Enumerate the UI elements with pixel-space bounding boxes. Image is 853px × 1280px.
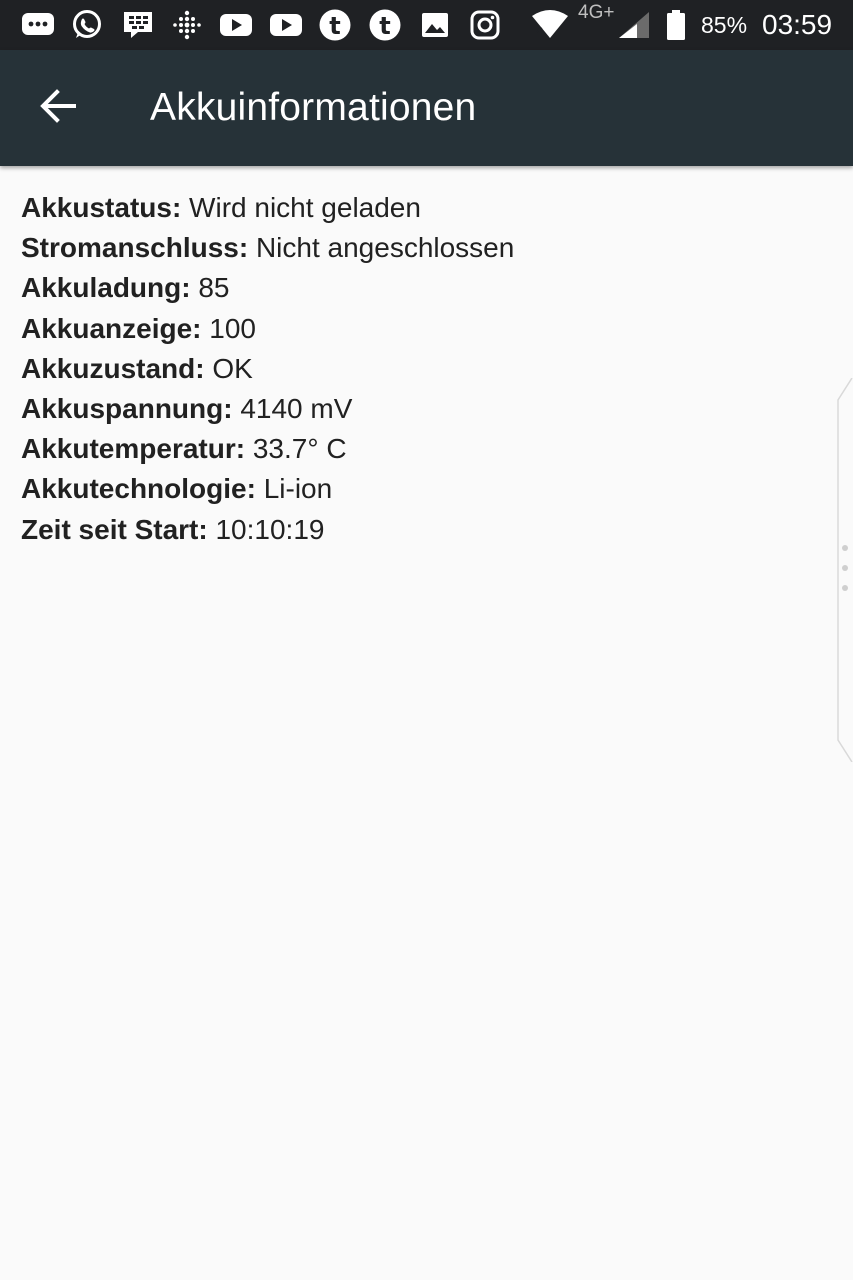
sms-icon — [21, 9, 55, 41]
info-label: Akkustatus: — [21, 192, 182, 223]
clock: 03:59 — [762, 9, 833, 40]
tumblr-icon-2 — [368, 9, 402, 41]
info-row-uptime — [21, 510, 821, 550]
info-row-battery-voltage — [21, 389, 821, 429]
info-row-battery-technology — [21, 469, 821, 509]
wifi-icon — [530, 9, 570, 41]
edge-panel-handle[interactable] — [835, 378, 853, 762]
info-label: Akkuspannung: — [21, 392, 233, 424]
info-value: Nicht angeschlossen — [255, 232, 515, 264]
bbm-icon — [121, 9, 155, 41]
svg-text:t: t — [329, 12, 341, 40]
battery-icon — [664, 9, 688, 41]
info-value: 33.7° C — [252, 433, 347, 465]
info-label: Akkutemperatur: — [21, 433, 246, 465]
info-row-power-source — [21, 228, 821, 268]
battery-percent: 85% — [701, 11, 748, 38]
info-value: 4140 mV — [240, 392, 353, 424]
page-title: Akkuinformationen — [150, 86, 477, 129]
info-label: Stromanschluss: — [21, 232, 249, 264]
app-bar — [0, 50, 853, 166]
network-type-label: 4G+ — [578, 2, 615, 23]
status-bar — [0, 0, 853, 50]
cell-signal-icon — [616, 9, 652, 41]
svg-text:t: t — [379, 12, 391, 40]
info-value: 10:10:19 — [215, 513, 325, 545]
info-value: Wird nicht geladen — [189, 192, 421, 223]
info-value: OK — [212, 352, 253, 384]
back-button[interactable] — [28, 80, 88, 136]
info-label: Akkuanzeige: — [21, 312, 202, 344]
info-row-battery-level — [21, 268, 821, 308]
tumblr-icon — [318, 9, 352, 41]
youtube-icon — [219, 9, 253, 41]
info-label: Akkutechnologie: — [21, 473, 256, 505]
arrow-back-icon — [39, 89, 77, 128]
info-row-battery-scale — [21, 309, 821, 349]
info-row-battery-status — [21, 188, 821, 228]
info-value: 85 — [198, 272, 230, 304]
youtube-icon-2 — [269, 9, 303, 41]
info-row-battery-temperature — [21, 429, 821, 469]
info-row-battery-health — [21, 349, 821, 389]
battery-info-list — [21, 188, 821, 550]
info-label: Zeit seit Start: — [21, 513, 208, 545]
instagram-icon — [468, 9, 502, 41]
whatsapp-icon — [70, 9, 104, 41]
gallery-icon — [418, 9, 452, 41]
info-value: 100 — [209, 312, 256, 344]
info-label: Akkuladung: — [21, 272, 191, 304]
info-value: Li-ion — [263, 473, 333, 505]
fitbit-icon — [170, 9, 204, 41]
info-label: Akkuzustand: — [21, 352, 205, 384]
